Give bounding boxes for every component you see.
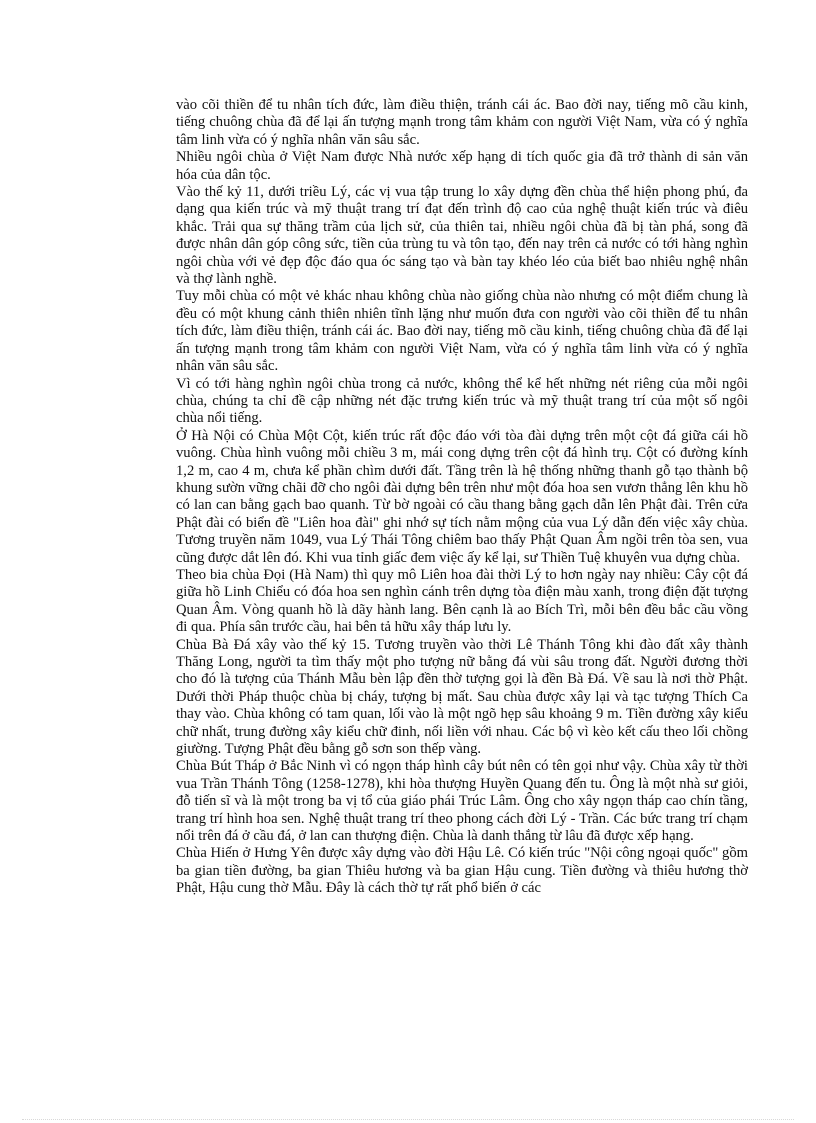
page-bottom-divider	[22, 1119, 794, 1120]
paragraph-2: Nhiều ngôi chùa ở Việt Nam được Nhà nước xếp hạng di tích quốc gia đã trở thành di sản văn hóa của dân tộc.	[176, 149, 748, 183]
paragraph-9: Chùa Bút Tháp ở Bắc Ninh vì có ngọn tháp hình cây bút nên có tên gọi như vậy. Chùa xây từ thời vua Trần Thánh Tông (1258-1278), khi hòa thượng Huyền Quang đến tu. Ông là một nhà sư giỏi, đỗ tiến sĩ và là một trong ba vị tổ của giáo phái Trúc Lâm. Ông cho xây ngọn tháp cao chín tầng, trang trí hình hoa sen. Nghệ thuật trang trí theo phong cách đời Lý - Trần. Các bức trang trí chạm nổi trên đá ở cầu đá, ở lan can thượng điện. Chùa là danh thắng từ lâu đã được xếp hạng.	[176, 758, 748, 845]
paragraph-4: Tuy mỗi chùa có một vẻ khác nhau không chùa nào giống chùa nào nhưng có một điểm chung là đều có một khung cảnh thiên nhiên tĩnh lặng như muốn đưa con người vào cõi thiền để tu nhân tích đức, làm điều thiện, tránh cái ác. Bao đời nay, tiếng mõ cầu kinh, tiếng chuông chùa đã để lại ấn tượng mạnh trong tâm khảm con người Việt Nam, vừa có ý nghĩa tâm linh vừa có ý nghĩa nhân văn sâu sắc.	[176, 288, 748, 375]
paragraph-10: Chùa Hiến ở Hưng Yên được xây dựng vào đời Hậu Lê. Có kiến trúc "Nội công ngoại quốc" gồm ba gian tiền đường, ba gian Thiêu hương và ba gian Hậu cung. Tiền đường và thiêu hương thờ Phật, Hậu cung thờ Mẫu. Đây là cách thờ tự rất phổ biến ở các	[176, 845, 748, 897]
document-body	[176, 97, 748, 898]
paragraph-5: Vì có tới hàng nghìn ngôi chùa trong cả nước, không thể kể hết những nét riêng của mỗi ngôi chùa, chúng ta chỉ đề cập những nét đặc trưng kiến trúc và mỹ thuật trang trí của một số ngôi chùa nổi tiếng.	[176, 375, 748, 427]
paragraph-1: vào cõi thiền để tu nhân tích đức, làm điều thiện, tránh cái ác. Bao đời nay, tiếng mõ cầu kinh, tiếng chuông chùa đã để lại ấn tượng mạnh trong tâm khảm con người Việt Nam, vừa có ý nghĩa tâm linh vừa có ý nghĩa nhân văn sâu sắc.	[176, 97, 748, 148]
paragraph-7: Theo bia chùa Đọi (Hà Nam) thì quy mô Liên hoa đài thời Lý to hơn ngày nay nhiều: Cây cột đá giữa hồ Linh Chiểu có đóa hoa sen nghìn cánh trên dựng tòa điện màu xanh, trong điện đặt tượng Quan Âm. Vòng quanh hồ là dãy hành lang. Bên cạnh là ao Bích Trì, mỗi bên đều bắc cầu vồng đi qua. Phía sân trước cầu, hai bên tả hữu xây tháp lưu ly.	[176, 566, 748, 636]
paragraph-8: Chùa Bà Đá xây vào thế kỷ 15. Tương truyền vào thời Lê Thánh Tông khi đào đất xây thành Thăng Long, người ta tìm thấy một pho tượng nữ bằng đá vùi sâu trong đất. Người đương thời cho đó là tượng của Thánh Mẫu bèn lập đền thờ tượng gọi là đền Bà Đá. Về sau là nơi thờ Phật. Dưới thời Pháp thuộc chùa bị cháy, tượng bị mất. Sau chùa được xây lại và tạc tượng Thích Ca thay vào. Chùa không có tam quan, lối vào là một ngõ hẹp sâu khoảng 9 m. Tiền đường xây kiểu chữ nhất, trung đường xây kiểu chữ đinh, nối liền với nhau. Các bộ vì kèo kết cấu theo lối chồng giường. Tượng Phật đều bằng gỗ sơn son thếp vàng.	[176, 636, 748, 758]
paragraph-3: Vào thế kỷ 11, dưới triều Lý, các vị vua tập trung lo xây dựng đền chùa thể hiện phong phú, đa dạng qua kiến trúc và mỹ thuật trang trí đạt đến trình độ cao của nghệ thuật kiến trúc và điêu khắc. Trải qua sự thăng trầm của lịch sử, của thiên tai, nhiều ngôi chùa đã bị tàn phá, song đã được nhân dân góp công sức, tiền của trùng tu và tôn tạo, đến nay trên cả nước có tới hàng nghìn ngôi chùa với vẻ đẹp độc đáo qua óc sáng tạo và bàn tay khéo léo của biết bao nhiêu nghệ nhân và thợ lành nghề.	[176, 184, 748, 288]
paragraph-6: Ở Hà Nội có Chùa Một Cột, kiến trúc rất độc đáo với tòa đài dựng trên một cột đá giữa cái hồ vuông. Chùa hình vuông mỗi chiều 3 m, mái cong dựng trên cột đá hình trụ. Cột có đường kính 1,2 m, cao 4 m, chưa kể phần chìm dưới đất. Tầng trên là hệ thống những thanh gỗ tạo thành bộ khung sườn vững chãi đỡ cho ngôi đài dựng bên trên như một đóa hoa sen vươn thẳng lên khu hồ có lan can bằng gạch bao quanh. Từ bờ ngoài có cầu thang bằng gạch dẫn lên Phật đài. Trên cửa Phật đài có biển đề "Liên hoa đài" ghi nhớ sự tích nằm mộng của vua Lý dẫn đến việc xây chùa. Tương truyền năm 1049, vua Lý Thái Tông chiêm bao thấy Phật Quan Âm ngồi trên tòa sen, vua cũng được dắt lên đó. Khi vua tỉnh giấc đem việc ấy kể lại, sư Thiền Tuệ khuyên vua dựng chùa.	[176, 427, 748, 566]
